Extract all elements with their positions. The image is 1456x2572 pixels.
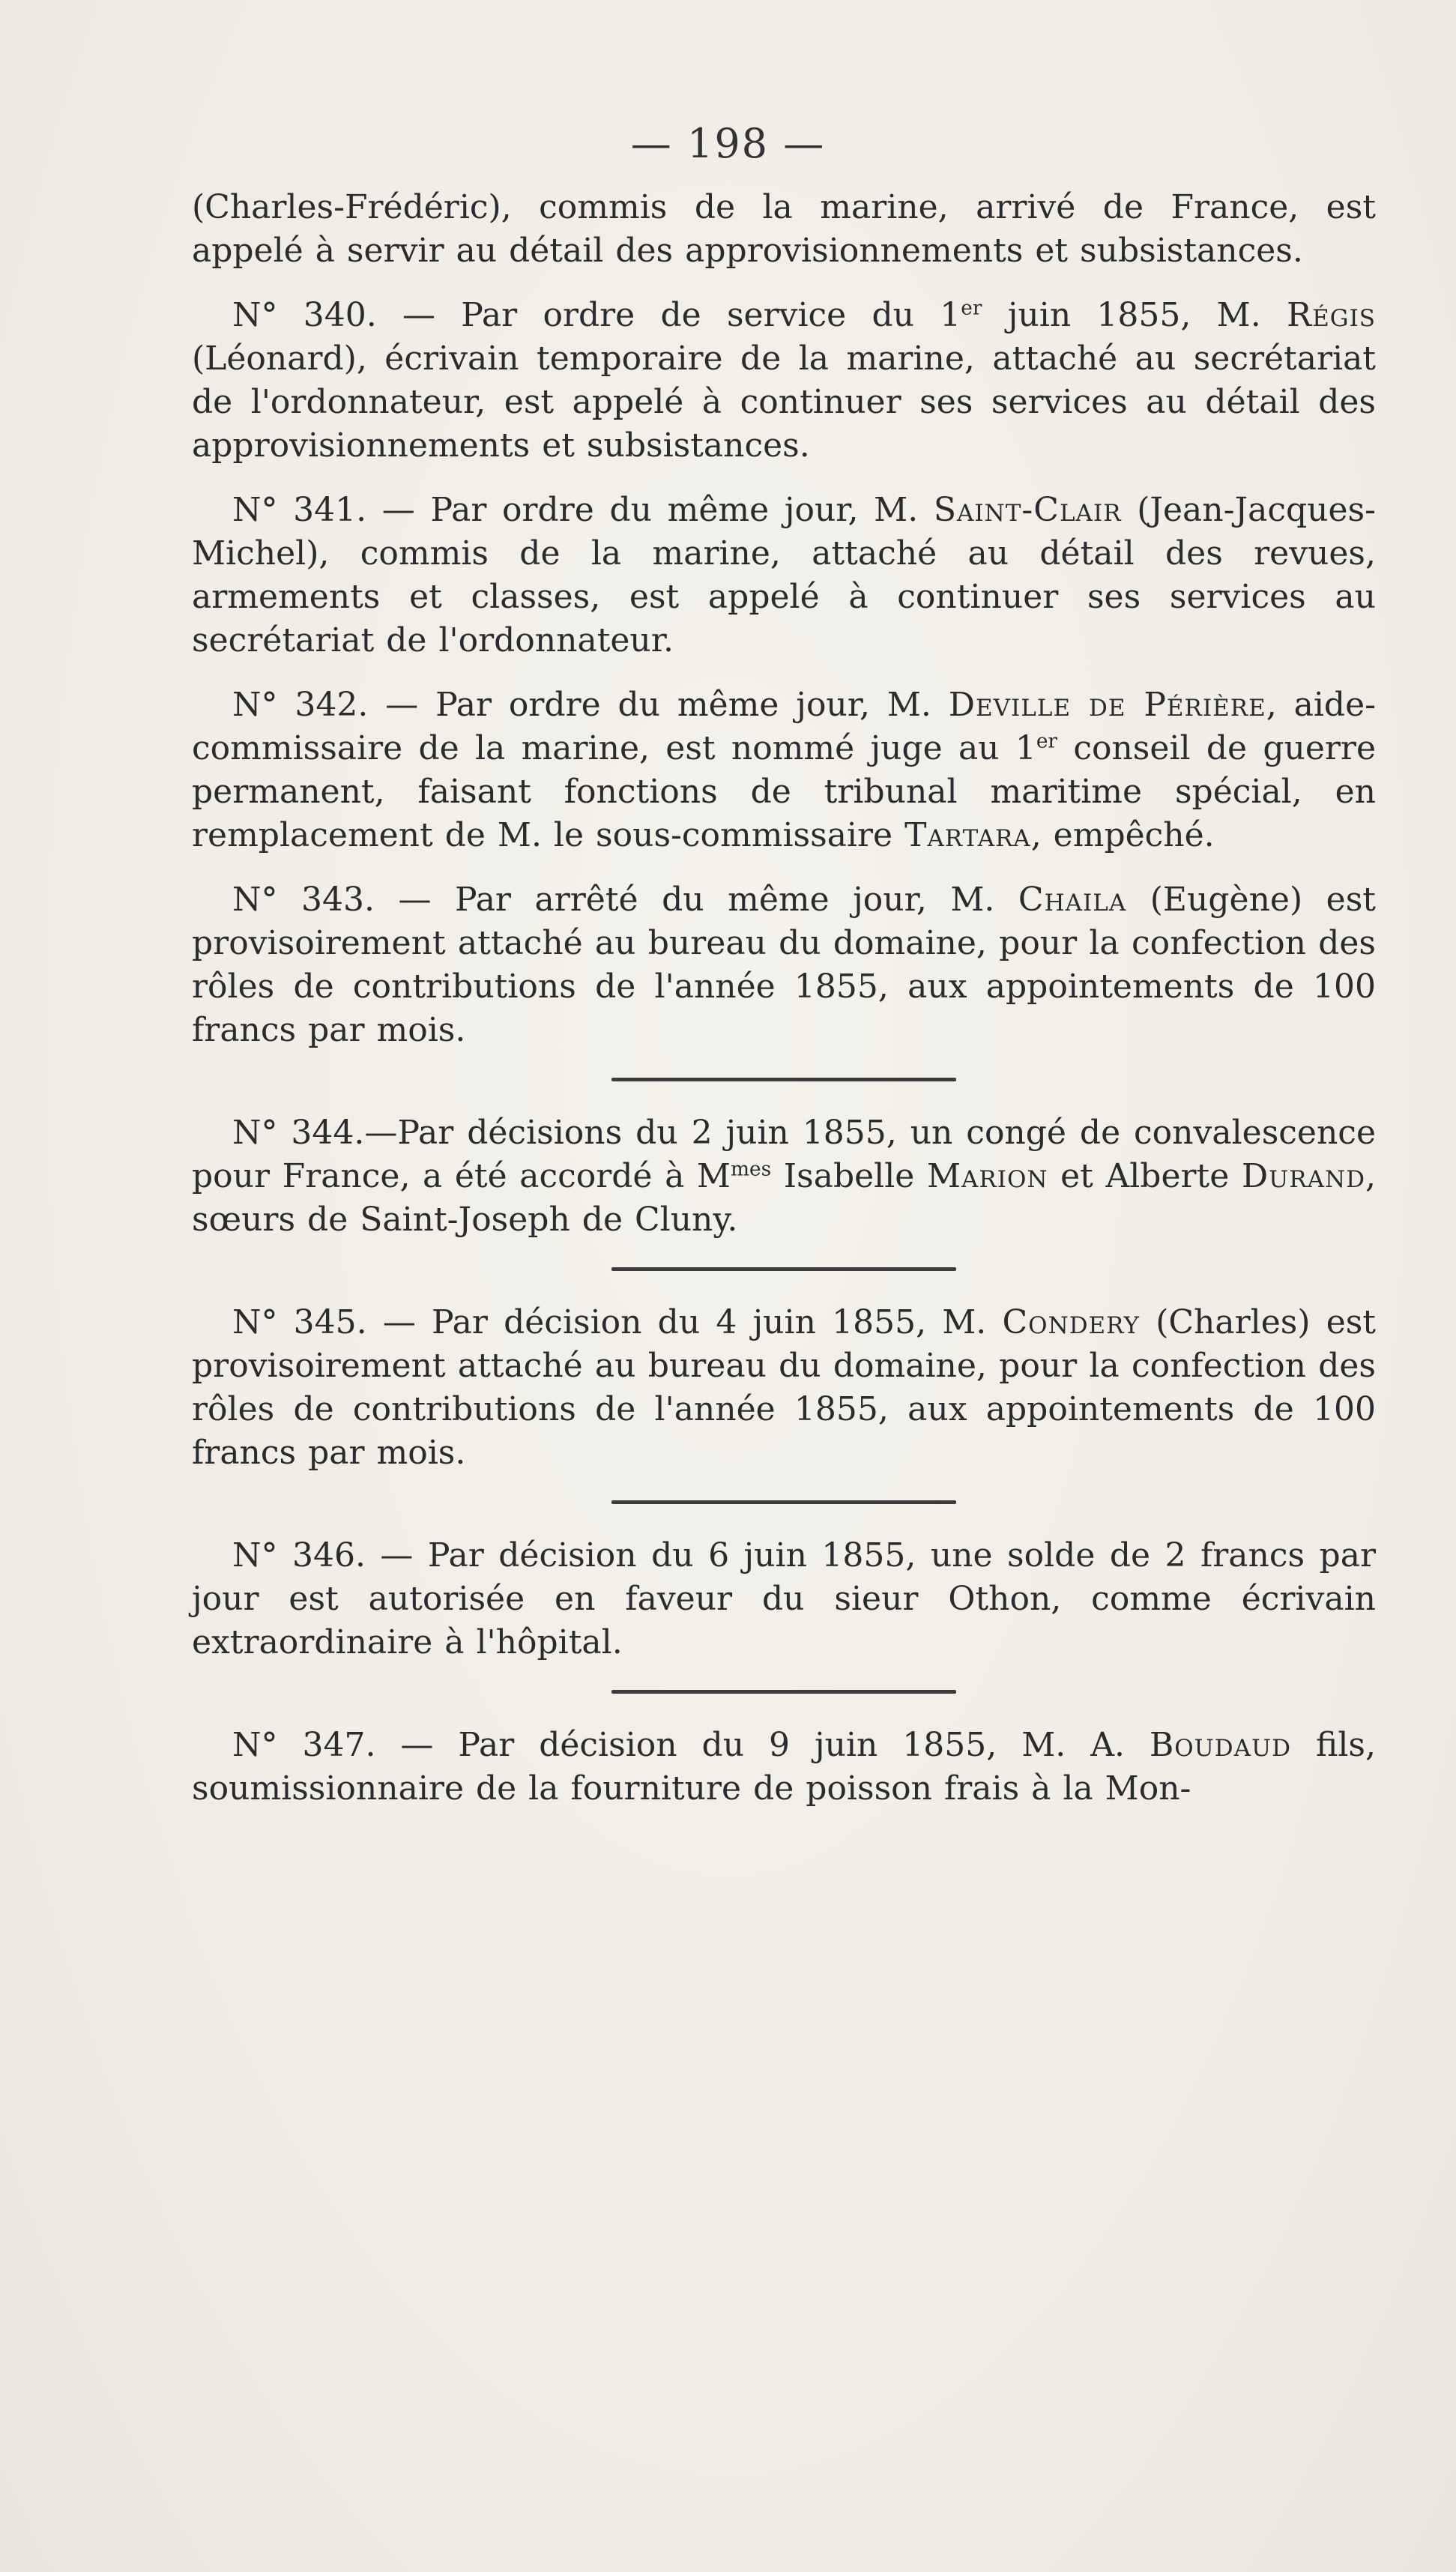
paragraph-text: (Léonard), écrivain temporaire de la marine, attaché au secrétariat de l'ordonnateur, est appelé à continuer ses services au détail des approvisionnements et subsistances. [192, 339, 1376, 465]
person-name: Saint-Clair [933, 491, 1122, 529]
page-number: — 198 — [630, 120, 826, 167]
paragraph-text: — Par arrêté du même jour, M. [375, 881, 1018, 919]
paragraph-text: — Par ordre du même jour, M. [368, 686, 949, 724]
person-name: Deville de Périère [948, 686, 1266, 724]
person-name: Régis [1286, 296, 1376, 334]
entry-number: N° 340. [232, 296, 377, 334]
entry-number: N° 345. [232, 1303, 367, 1341]
section-divider [611, 1267, 956, 1271]
paragraph-text: — Par décision du 6 juin 1855, une solde de 2 francs par jour est autorisée en faveur du sieur Othon, comme écrivain extraordinaire à l'hôpital. [192, 1536, 1376, 1661]
paragraph-340 [192, 294, 1376, 468]
entry-number: N° 342. [232, 686, 369, 724]
text-body [192, 186, 1376, 1832]
paragraph-343 [192, 878, 1376, 1052]
entry-number: N° 344. [232, 1114, 365, 1152]
section-divider [611, 1690, 956, 1694]
entry-number: N° 347. [232, 1726, 376, 1764]
paragraph-text: (Eugène) est provisoirement attaché au bureau du domaine, pour la confection des rôles de contributions de l'année 1855, aux appointements de 100 francs par mois. [192, 881, 1376, 1049]
entry-number: N° 346. [232, 1536, 366, 1575]
paragraph-text: et Alberte [1048, 1157, 1242, 1195]
section-divider [611, 1500, 956, 1504]
superscript: er [1036, 729, 1058, 753]
paragraph-346 [192, 1534, 1376, 1664]
person-name: Marion [926, 1157, 1048, 1195]
paragraph-text: , sœurs de Saint-Joseph de Cluny. [192, 1157, 1376, 1239]
paragraph-text: conseil de guerre permanent, faisant fonctions de tribunal maritime spécial, en remplacement de M. le sous-commissaire [192, 729, 1377, 854]
paragraph-text: juin 1855, M. [982, 296, 1287, 334]
person-name: Durand [1241, 1157, 1365, 1195]
person-name: Boudaud [1149, 1726, 1292, 1764]
paragraph-342 [192, 683, 1376, 857]
person-name: Chaila [1018, 881, 1127, 919]
paragraph-text: (Charles-Frédéric), commis de la marine, arrivé de France, est appelé à servir au détail des approvisionnements et subsistances. [192, 188, 1376, 270]
entry-number: N° 341. [232, 491, 367, 529]
paragraph-text: fils, soumissionnaire de la fourniture de poisson frais à la Mon- [192, 1726, 1376, 1808]
person-name: Tartara [904, 816, 1031, 854]
paragraph-text: —Par décisions du 2 juin 1855, un congé de convalescence pour France, a été accordé à M [192, 1114, 1376, 1195]
paragraph-347 [192, 1724, 1376, 1811]
paragraph-text: (Jean-Jacques-Michel), commis de la marine, attaché au détail des revues, armements et classes, est appelé à continuer ses services au secrétariat de l'ordonnateur. [192, 491, 1376, 659]
paragraph-text: , aide-commissaire de la marine, est nommé juge au 1 [192, 686, 1376, 767]
paragraph-text: (Charles) est provisoirement attaché au bureau du domaine, pour la confection des rôles de contributions de l'année 1855, aux appointements de 100 francs par mois. [192, 1303, 1376, 1472]
paragraph-text: — Par décision du 4 juin 1855, M. [366, 1303, 1003, 1341]
paragraph-339-continued [192, 186, 1376, 273]
section-divider [611, 1078, 956, 1081]
paragraph-text: , empêché. [1030, 816, 1215, 854]
paragraph-text: Isabelle [771, 1157, 927, 1195]
paragraph-341 [192, 489, 1376, 662]
paragraph-345 [192, 1301, 1376, 1475]
paragraph-text: — Par ordre de service du 1 [376, 296, 961, 334]
paragraph-text: — Par ordre du même jour, M. [366, 491, 934, 529]
paragraph-344 [192, 1111, 1376, 1242]
paragraph-text: — Par décision du 9 juin 1855, M. A. [375, 1726, 1150, 1764]
person-name: Condery [1002, 1303, 1141, 1341]
superscript: er [961, 296, 982, 320]
superscript: mes [730, 1157, 772, 1181]
entry-number: N° 343. [232, 881, 375, 919]
